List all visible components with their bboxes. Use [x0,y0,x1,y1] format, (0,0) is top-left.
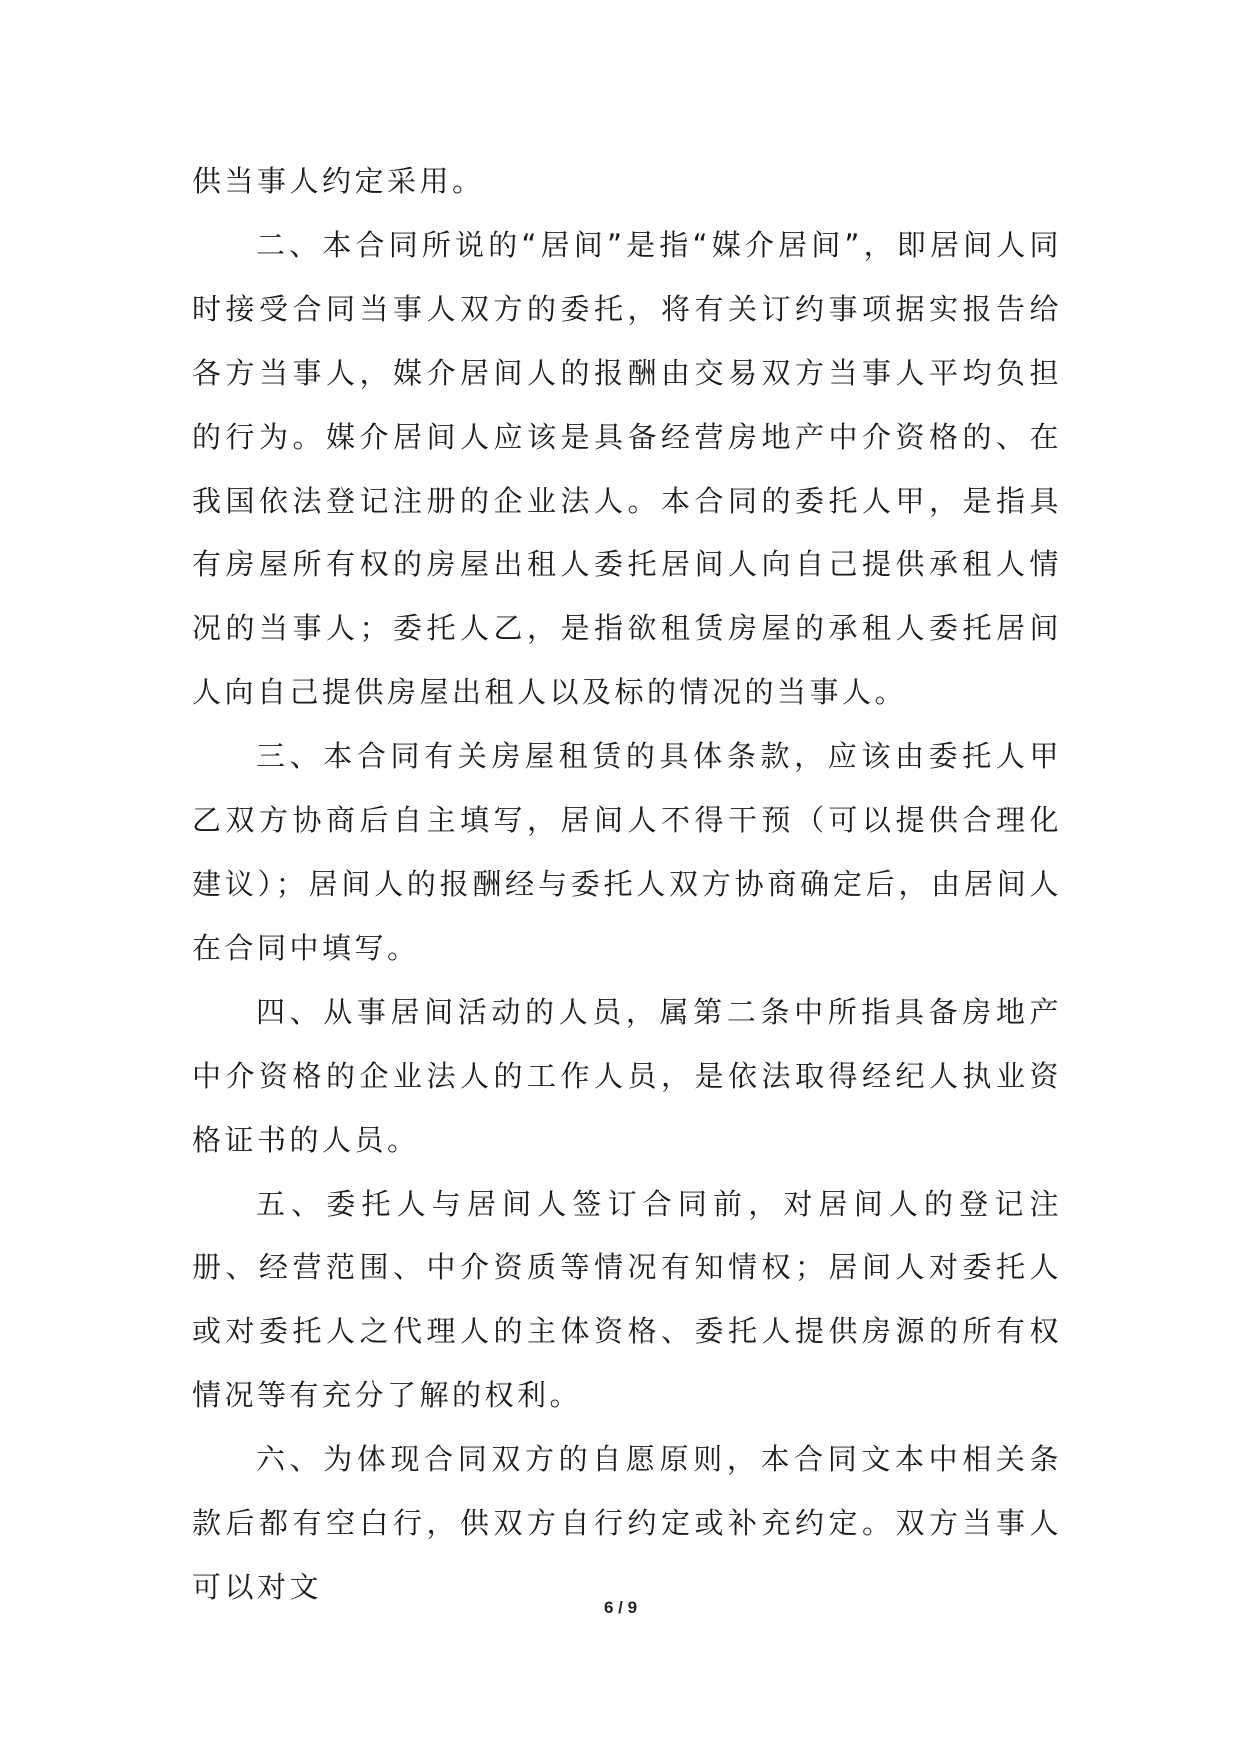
paragraph-clause-6: 六、为体现合同双方的自愿原则，本合同文本中相关条款后都有空白行，供双方自行约定或补充约定。双方当事人可以对文 [192,1442,1062,1604]
paragraph-clause-5: 五、委托人与居间人签订合同前，对居间人的登记注册、经营范围、中介资质等情况有知情权；居间人对委托人或对委托人之代理人的主体资格、委托人提供房源的所有权情况等有充分了解的权利。 [192,1186,1062,1413]
document-body [192,150,1062,1620]
paragraph-continuation: 供当事人约定采用。 [192,164,485,198]
paragraph-clause-3: 三、本合同有关房屋租赁的具体条款，应该由委托人甲乙双方协商后自主填写，居间人不得干预（可以提供合理化建议）；居间人的报酬经与委托人双方协商确定后，由居间人在合同中填写。 [192,739,1062,965]
paragraph-clause-4: 四、从事居间活动的人员，属第二条中所指具备房地产中介资格的企业法人的工作人员，是依法取得经纪人执业资格证书的人员。 [192,994,1062,1157]
paragraph-clause-2: 二、本合同所说的“居间”是指“媒介居间”，即居间人同时接受合同当事人双方的委托，将有关订约事项据实报告给各方当事人，媒介居间人的报酬由交易双方当事人平均负担的行为。媒介居间人应该是具备经营房地产中介资格的、在我国依法登记注册的企业法人。本合同的委托人甲，是指具有房屋所有权的房屋出租人委托居间人向自己提供承租人情况的当事人；委托人乙，是指欲租赁房屋的承租人委托居间人向自己提供房屋出租人以及标的情况的当事人。 [192,227,1062,710]
page-number: 6 / 9 [603,1598,638,1617]
